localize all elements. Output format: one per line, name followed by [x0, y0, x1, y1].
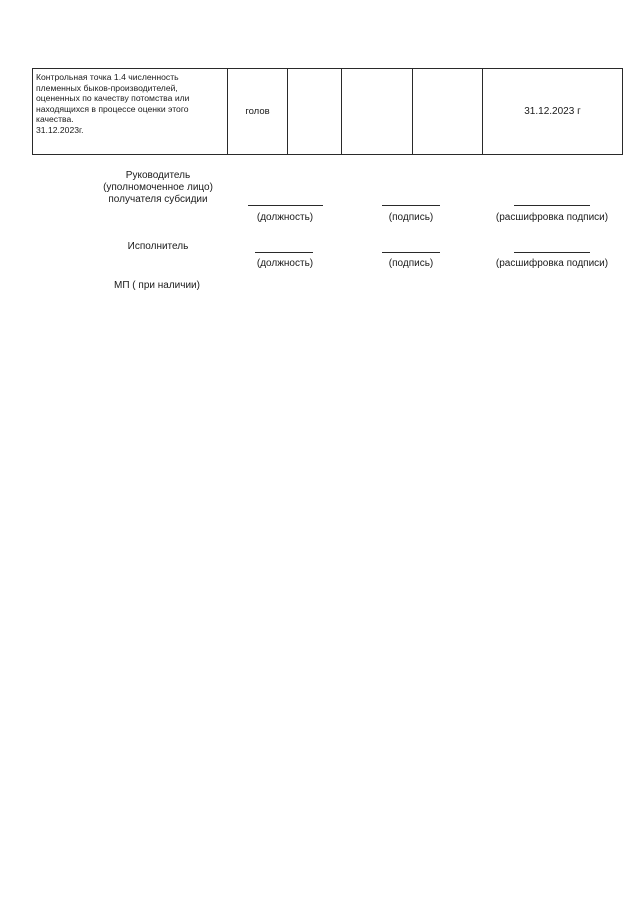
executor-position-line	[255, 252, 313, 253]
head-signature-line	[382, 205, 440, 206]
executor-decoding-line	[514, 252, 590, 253]
head-decoding-caption: (расшифровка подписи)	[495, 212, 609, 223]
stamp-label: МП ( при наличии)	[114, 280, 200, 291]
executor-decoding-caption: (расшифровка подписи)	[495, 258, 609, 269]
control-point-table	[32, 68, 623, 155]
head-position-caption: (должность)	[256, 212, 314, 223]
unit-cell: голов	[228, 69, 288, 155]
head-position-line	[248, 205, 323, 206]
empty-cell-1	[288, 69, 342, 155]
empty-cell-3	[413, 69, 483, 155]
head-decoding-line	[514, 205, 590, 206]
executor-signature-caption: (подпись)	[388, 258, 434, 269]
head-label: Руководитель (уполномоченное лицо) получателя субсидии	[103, 170, 213, 205]
executor-signature-line	[382, 252, 440, 253]
executor-position-caption: (должность)	[256, 258, 314, 269]
indicator-description: Контрольная точка 1.4 численность племенных быков-производителей, оцененных по качеству потомства или находящихся в процессе оценки этого качества. 31.12.2023г.	[36, 72, 190, 135]
table-row	[33, 69, 623, 155]
executor-label: Исполнитель	[127, 241, 189, 252]
empty-cell-2	[342, 69, 413, 155]
date-cell: 31.12.2023 г	[483, 69, 623, 155]
indicator-description-cell	[33, 69, 228, 155]
head-signature-caption: (подпись)	[388, 212, 434, 223]
